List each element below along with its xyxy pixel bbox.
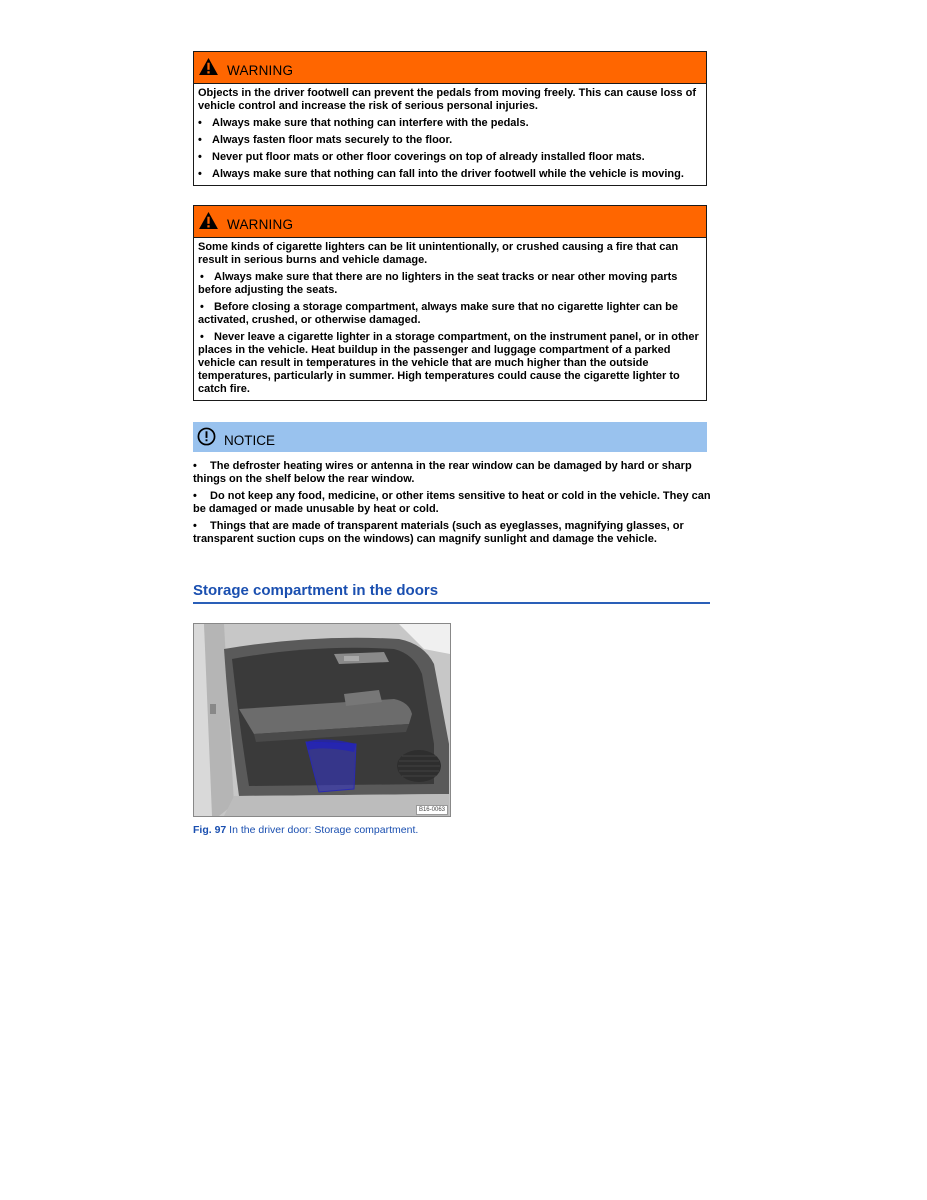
door-illustration: [193, 623, 451, 817]
list-item: • The defroster heating wires or antenna in the rear window can be damaged by hard or sharp things on the shelf below the rear window.: [193, 460, 692, 485]
list-item: • Before closing a storage compartment, always make sure that no cigarette lighter can be activated, crushed, or otherwise damaged.: [198, 301, 678, 326]
notice-exclamation-icon: [197, 427, 216, 446]
caption-text: In the driver door: Storage compartment.: [226, 824, 419, 836]
list-item: • Never put floor mats or other floor coverings on top of already installed floor mats.: [198, 151, 645, 163]
list-item: • Never leave a cigarette lighter in a storage compartment, on the instrument panel, or in other places in the vehicle. Heat buildup in the passenger and luggage compartment of a parked vehicle can result in temperatures in the vehicle that are much higher than the outside temperatures, particularly in summer. High temperatures could cause the cigarette lighter to catch fire.: [198, 331, 699, 395]
caption-label: Fig. 97: [193, 824, 227, 836]
list-item: • Things that are made of transparent materials (such as eyeglasses, magnifying glasses, or transparent suction cups on the windows) can magnify sunlight and damage the vehicle.: [193, 520, 684, 545]
warning-box-footwell: [193, 51, 707, 186]
warning-header: [194, 52, 706, 84]
warning-body: [194, 84, 706, 185]
warning-header: [194, 206, 706, 238]
notice-title: NOTICE: [224, 433, 276, 448]
list-item: • Always fasten floor mats securely to the floor.: [198, 134, 453, 146]
list-item: • Do not keep any food, medicine, or other items sensitive to heat or cold in the vehicle. They can be damaged or made unusable by heat or cold.: [193, 490, 711, 515]
list-item: • Always make sure that nothing can fall into the driver footwell while the vehicle is moving.: [198, 168, 684, 180]
warning-intro: Some kinds of cigarette lighters can be lit unintentionally, or crushed causing a fire that can result in serious burns and vehicle damage.: [198, 241, 679, 266]
door-drawing: [194, 624, 450, 816]
notice-body: [193, 460, 713, 550]
warning-intro: Objects in the driver footwell can prevent the pedals from moving freely. This can cause loss of vehicle control and increase the risk of serious personal injuries.: [198, 87, 696, 112]
figure-code: B16-0063: [416, 805, 448, 815]
notice-header: [193, 422, 707, 452]
figure-caption: [193, 824, 418, 836]
warning-title: WARNING: [227, 217, 294, 232]
list-item: • Always make sure that there are no lighters in the seat tracks or near other moving parts before adjusting the seats.: [198, 271, 678, 296]
warning-box-lighters: [193, 205, 707, 401]
warning-triangle-icon: [199, 212, 218, 229]
warning-title: WARNING: [227, 63, 294, 78]
section-heading: Storage compartment in the doors: [193, 582, 710, 604]
warning-body: [194, 238, 706, 400]
list-item: • Always make sure that nothing can interfere with the pedals.: [198, 117, 529, 129]
warning-triangle-icon: [199, 58, 218, 75]
